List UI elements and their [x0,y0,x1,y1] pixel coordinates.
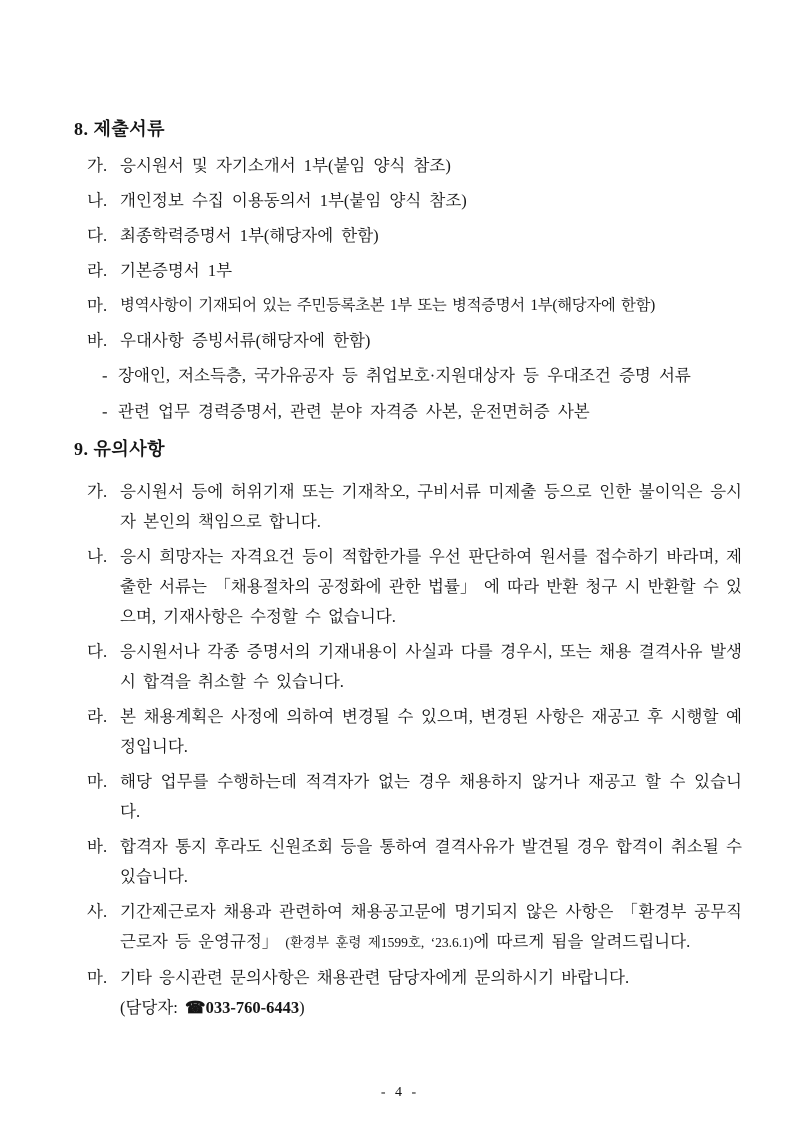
list-item [74,542,742,632]
list-item [74,832,742,892]
item-label: 사. [87,902,108,921]
item-label: 가. [87,482,108,501]
item-text: 해당 업무를 수행하는데 적격자가 없는 경우 채용하지 않거나 재공고 할 수 있습니다. [120,772,742,821]
section-8-heading: 8. 제출서류 [74,119,166,139]
item-label: 바. [87,837,108,856]
list-item [74,189,742,212]
contact-line [120,993,742,1023]
item-label: 마. [87,968,108,987]
item-text: 개인정보 수집 이용동의서 1부(붙임 양식 참조) [120,191,467,210]
item-text: 응시원서 및 자기소개서 1부(붙임 양식 참조) [120,156,451,175]
section-9-items [74,477,742,1023]
list-item [74,637,742,697]
sub-list-item [74,364,742,387]
item-text: 우대사항 증빙서류(해당자에 한함) [120,331,371,350]
item-label: 다. [87,226,108,245]
item-text: 본 채용계획은 사정에 의하여 변경될 수 있으며, 변경된 사항은 재공고 후 시행할 예정입니다. [120,707,742,756]
list-item [74,329,742,352]
item-text [120,963,742,1023]
item-text: 최종학력증명서 1부(해당자에 한함) [120,226,379,245]
document-content [74,116,742,1028]
item-label: 라. [87,707,108,726]
item-label: 나. [87,547,108,566]
list-item [74,963,742,1023]
item-text: 응시원서 등에 허위기재 또는 기재착오, 구비서류 미제출 등으로 인한 불이익은 응시자 본인의 책임으로 합니다. [120,482,742,531]
list-item [74,477,742,537]
item-text-main: 기간제근로자 채용과 관련하여 채용공고문에 명기되지 않은 사항은 「환경부 공무직근로자 등 운영규정」 [120,902,742,951]
item-text: 응시원서나 각종 증명서의 기재내용이 사실과 다를 경우시, 또는 채용 결격사유 발생시 합격을 취소할 수 있습니다. [120,642,742,691]
contact-prefix: (담당자: [120,998,186,1017]
section-9-heading: 9. 유의사항 [74,439,166,459]
item-text-main: 기타 응시관련 문의사항은 채용관련 담당자에게 문의하시기 바랍니다. [120,968,630,987]
section-submission-documents [74,116,742,423]
list-item [74,154,742,177]
item-text: 응시 희망자는 자격요건 등이 적합한가를 우선 판단하여 원서를 접수하기 바라며, 제출한 서류는 「채용절차의 공정화에 관한 법률」 에 따라 반환 청구 시 반환할 수 있으며, 기재사항은 수정할 수 없습니다. [120,547,742,626]
item-label: 마. [87,296,108,315]
list-item [74,294,742,317]
dash-bullet: - [102,402,108,421]
item-text-tail: 에 따르게 됨을 알려드립니다. [473,932,691,951]
list-item [74,259,742,282]
item-text: 병역사항이 기재되어 있는 주민등록초본 1부 또는 병적증명서 1부(해당자에 한함) [120,297,655,314]
item-text: 장애인, 저소득층, 국가유공자 등 취업보호·지원대상자 등 우대조건 증명 서류 [118,366,691,385]
sub-list-item [74,400,742,423]
list-item [74,224,742,247]
item-label: 가. [87,156,108,175]
regulation-reference-note: (환경부 훈령 제1599호, ‘23.6.1) [285,935,474,950]
list-item [74,702,742,762]
dash-bullet: - [102,366,108,385]
item-text: 합격자 통지 후라도 신원조회 등을 통하여 결격사유가 발견될 경우 합격이 취소될 수 있습니다. [120,837,742,886]
phone-number: ☎033-760-6443 [185,998,300,1017]
section-8-items [74,154,742,423]
page-number: - 4 - [380,1085,420,1100]
item-label: 나. [87,191,108,210]
section-notes [74,436,742,1023]
item-text: 기본증명서 1부 [120,261,233,280]
item-text: 관련 업무 경력증명서, 관련 분야 자격증 사본, 운전면허증 사본 [118,402,590,421]
item-label: 다. [87,642,108,661]
item-label: 라. [87,261,108,280]
item-label: 바. [87,331,108,350]
item-text [120,897,742,958]
list-item [74,767,742,827]
item-label: 마. [87,772,108,791]
contact-suffix: ) [299,998,305,1017]
list-item [74,897,742,958]
